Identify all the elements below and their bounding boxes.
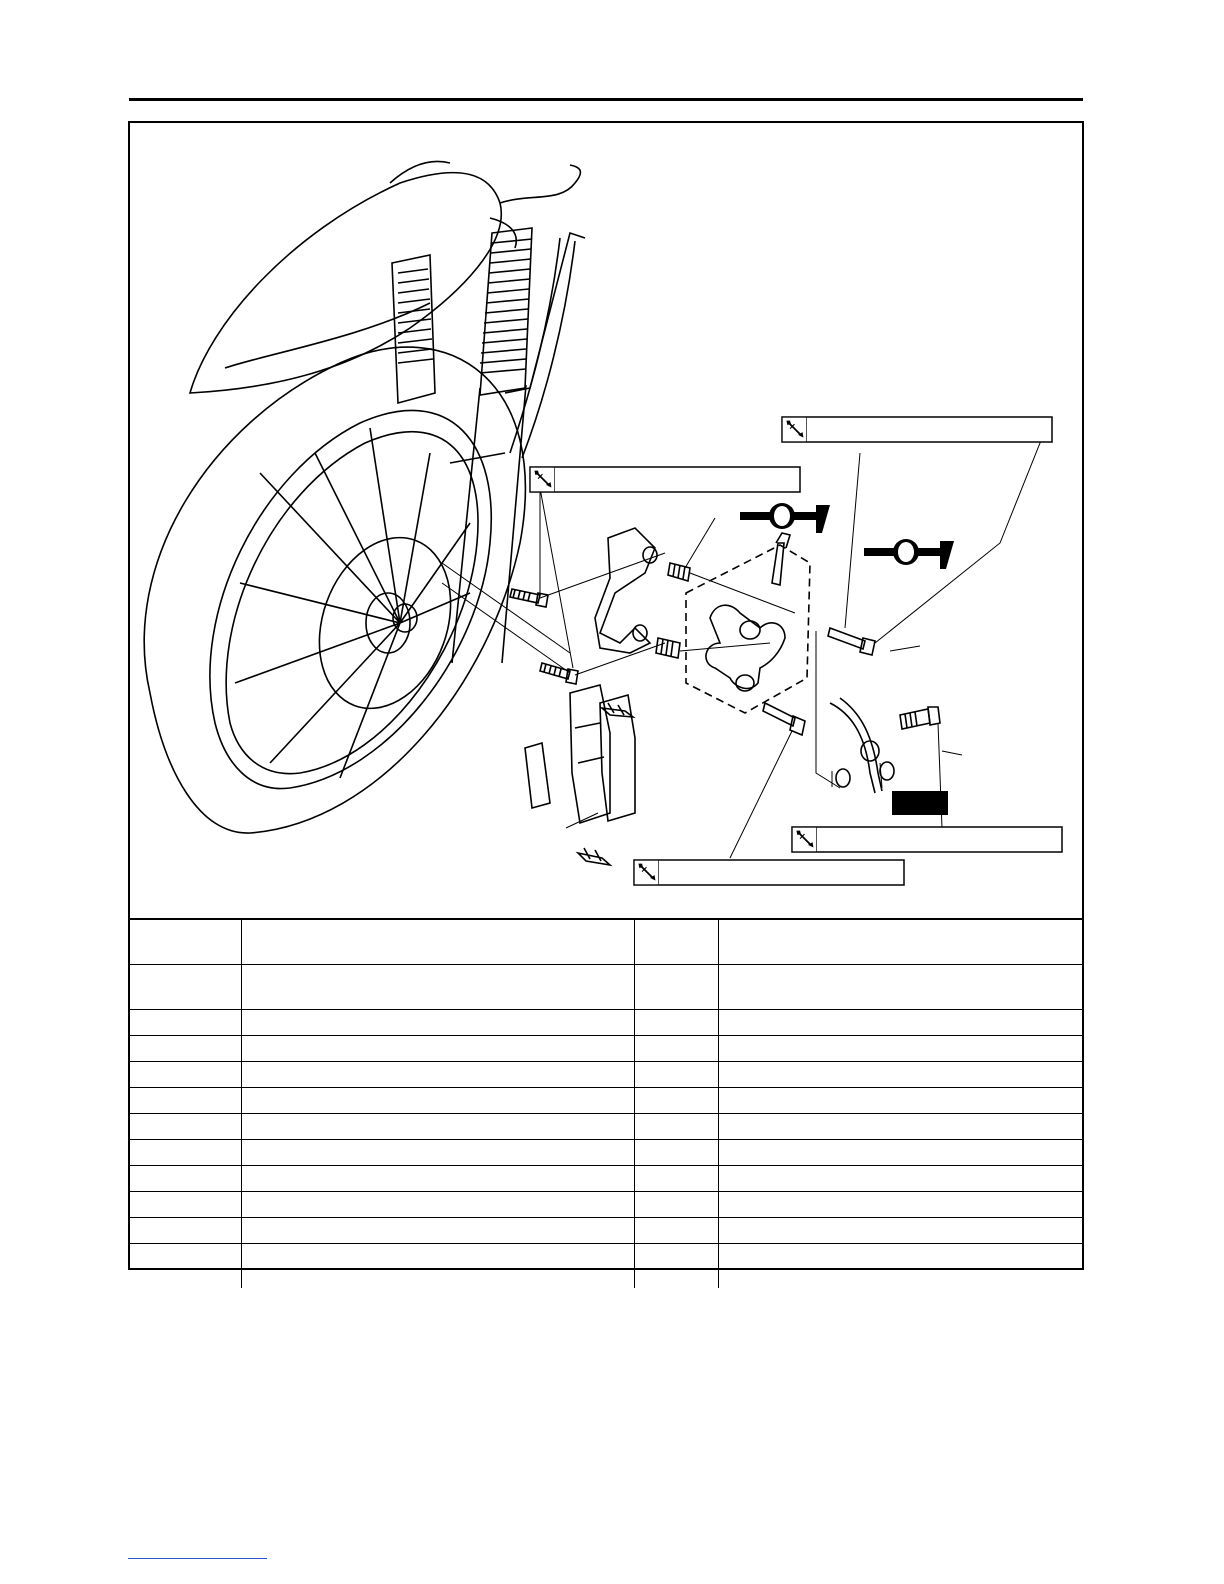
table-row bbox=[130, 1218, 1082, 1244]
table-row bbox=[130, 1140, 1082, 1166]
torque-wrench-icon bbox=[634, 860, 659, 885]
pad-spring-lower bbox=[578, 848, 610, 865]
table-row bbox=[130, 1036, 1082, 1062]
caliper-bracket bbox=[595, 528, 657, 653]
brake-caliper-exploded-diagram bbox=[130, 123, 1082, 918]
caliper-boots bbox=[656, 563, 690, 658]
torque-wrench-icon bbox=[792, 827, 817, 852]
table-row bbox=[130, 1114, 1082, 1140]
bracket-bolt-upper bbox=[510, 589, 548, 607]
table-row bbox=[130, 919, 1082, 965]
union-bolt bbox=[900, 707, 940, 729]
brake-pads bbox=[570, 685, 635, 823]
table-row bbox=[130, 965, 1082, 1010]
torque-callout-1 bbox=[530, 467, 800, 492]
grease-applicator-icon bbox=[740, 503, 830, 533]
grease-applicator-icon bbox=[864, 539, 954, 569]
torque-callout-3 bbox=[792, 827, 1062, 852]
brake-disc bbox=[297, 519, 474, 727]
figure-frame bbox=[128, 121, 1084, 1270]
table-row bbox=[130, 1166, 1082, 1192]
torque-callout-4 bbox=[634, 860, 904, 885]
torque-callout-2 bbox=[782, 417, 1052, 442]
table-row bbox=[130, 1088, 1082, 1114]
header-rule bbox=[129, 98, 1083, 101]
caliper-body bbox=[706, 533, 790, 691]
caliper-bolt-lower bbox=[763, 703, 805, 735]
footer-link-rule bbox=[128, 1558, 267, 1559]
table-row bbox=[130, 1244, 1082, 1289]
pad-shim bbox=[525, 743, 550, 808]
front-fender bbox=[190, 161, 580, 393]
table-row bbox=[130, 1062, 1082, 1088]
front-fork-left bbox=[392, 255, 435, 403]
table-row bbox=[130, 1010, 1082, 1036]
torque-wrench-icon bbox=[530, 467, 555, 492]
parts-list-table bbox=[130, 918, 1082, 1288]
torque-wrench-icon bbox=[782, 417, 807, 442]
front-wheel bbox=[144, 347, 525, 833]
new-part-badge bbox=[892, 791, 948, 815]
caliper-bolt-upper bbox=[828, 628, 875, 655]
table-row bbox=[130, 1192, 1082, 1218]
